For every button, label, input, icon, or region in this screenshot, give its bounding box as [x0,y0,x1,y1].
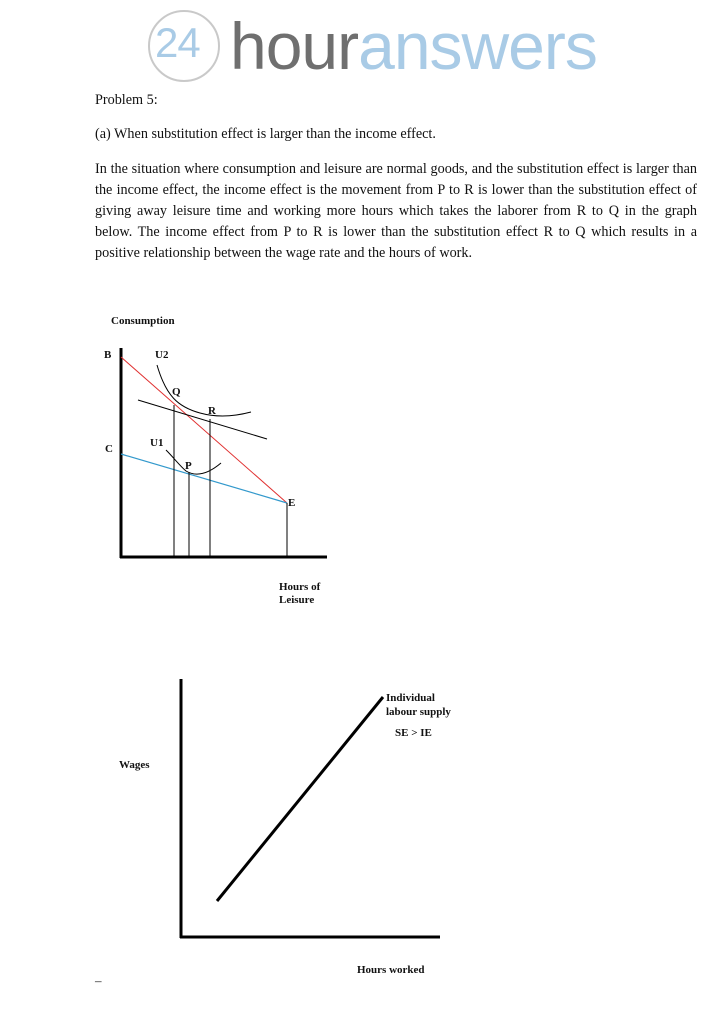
leisure-axis-label-line1: Hours of [279,581,321,593]
point-e-label: E [288,497,296,509]
compensated-budget-line [138,400,267,439]
labour-supply-curve [217,697,383,901]
point-q-label: Q [172,386,181,398]
supply-curve-label-line1: Individual [386,692,435,704]
curve-u1-label: U1 [150,437,164,449]
logo-word-hour: hour [230,9,359,83]
point-p-label: P [185,460,192,472]
point-b-label: B [104,349,112,361]
point-r-label: R [208,405,216,417]
supply-curve-label-line2: labour supply [386,706,451,718]
problem-heading: Problem 5: [95,92,158,108]
budget-line-low [121,454,287,503]
footer-mark: – [95,973,102,988]
explanation-paragraph: In the situation where consumption and leisure are normal goods, and the substitution effect is larger than the income effect, the income effect is the movement from P to R is lower than the substitution effect of giving away leisure time and working more hours which takes the laborer from R to Q in the graph below. The income effect from P to R is lower than the substitution effect R to Q which results in a positive relationship between the wage rate and the hours of work. [95,161,697,261]
wages-axis-label: Wages [119,759,150,771]
consumption-axis-label: Consumption [111,315,175,327]
leisure-axis-label-line2: Leisure [279,594,315,606]
budget-line-high [121,357,287,503]
part-a-heading: (a) When substitution effect is larger than the income effect. [95,126,436,142]
hours-worked-axis-label: Hours worked [357,964,425,976]
curve-u2-label: U2 [155,349,169,361]
se-greater-ie-annotation: SE > IE [395,727,432,739]
logo-word-answers: answers [358,9,597,83]
figure-labour-supply [119,679,451,976]
point-c-label: C [105,443,113,455]
logo-number: 24 [155,19,200,66]
